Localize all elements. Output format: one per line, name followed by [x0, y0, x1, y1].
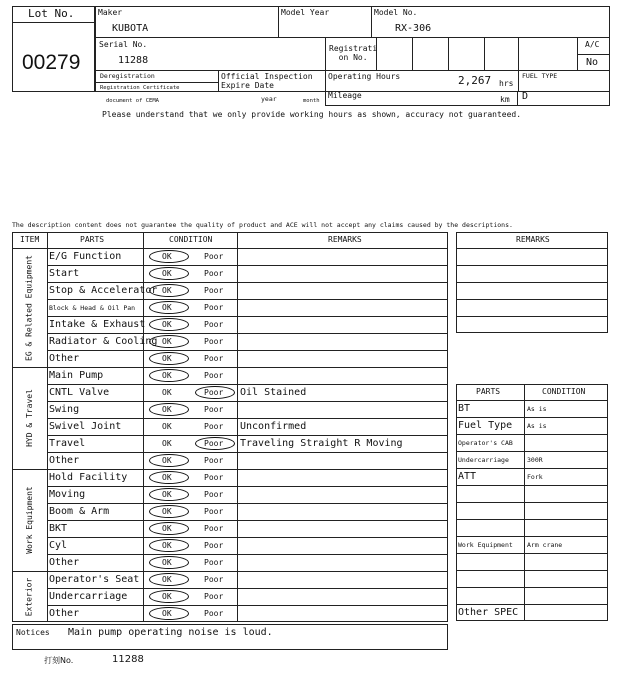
right-part-name: BT	[458, 403, 471, 414]
poor-option: Poor	[204, 490, 224, 499]
ok-option: OK	[162, 439, 172, 448]
divider	[47, 265, 448, 266]
divider	[456, 316, 608, 317]
poor-option: Poor	[204, 371, 224, 380]
poor-option: Poor	[204, 320, 224, 329]
part-name: Start	[49, 268, 80, 279]
right-part-name: Other SPEC	[458, 607, 519, 618]
lot-number: 00279	[22, 51, 81, 74]
right-condition-value: 300R	[527, 456, 543, 464]
ok-circle-mark	[149, 573, 189, 586]
ok-option: OK	[162, 609, 172, 618]
divider	[412, 37, 413, 70]
model-no-value: RX-306	[395, 23, 432, 34]
divider	[456, 570, 608, 571]
poor-option: Poor	[204, 337, 224, 346]
ok-option: OK	[162, 354, 172, 363]
part-name: Other	[49, 455, 80, 466]
right-parts-header: PARTS	[476, 387, 501, 396]
divider	[456, 434, 608, 435]
ok-option: OK	[162, 507, 172, 516]
divider	[456, 299, 608, 300]
ok-circle-mark	[149, 590, 189, 603]
ok-circle-mark	[149, 522, 189, 535]
mileage-row	[325, 92, 518, 106]
ok-option: OK	[162, 490, 172, 499]
divider	[448, 37, 449, 70]
divider	[47, 418, 448, 419]
right-condition-header: CONDITION	[542, 387, 586, 396]
poor-circle-mark	[195, 437, 235, 450]
header-remarks: REMARKS	[328, 235, 362, 244]
ok-circle-mark	[149, 539, 189, 552]
divider	[12, 22, 95, 23]
serial-label: Serial No.	[99, 40, 148, 49]
ok-option: OK	[162, 303, 172, 312]
poor-option: Poor	[204, 252, 224, 261]
divider	[47, 350, 448, 351]
top-notice: The description content does not guarantee the quality of product and ACE will not accept any claims caused by the descriptions.	[12, 221, 513, 229]
right-part-name: ATT	[458, 471, 477, 482]
poor-option: Poor	[204, 422, 224, 431]
divider	[456, 400, 608, 401]
ok-circle-mark	[149, 335, 189, 348]
ok-option: OK	[162, 405, 172, 414]
right-condition-value: As is	[527, 422, 547, 430]
stamp-label: 打刻No.	[44, 656, 74, 665]
disclaimer: Please understand that we only provide working hours as shown, accuracy not guaranteed.	[102, 110, 522, 119]
remark-text: Traveling Straight R Moving	[240, 438, 403, 449]
right-condition-value: Arm crane	[527, 541, 563, 549]
ok-option: OK	[162, 592, 172, 601]
group-label: HYD & Travel	[24, 389, 34, 447]
divider	[95, 70, 325, 71]
registration-label: Registrati on No.	[329, 44, 378, 62]
part-name: Other	[49, 353, 80, 364]
divider	[12, 248, 448, 249]
dereg-doc: document of CEMA	[106, 98, 159, 104]
divider	[325, 37, 326, 92]
ok-option: OK	[162, 337, 172, 346]
ok-option: OK	[162, 575, 172, 584]
divider	[577, 37, 578, 70]
divider	[47, 486, 448, 487]
fuel-row	[518, 92, 610, 106]
hours-value: 2,267	[458, 74, 492, 87]
part-name: Hold Facility	[49, 472, 128, 483]
remark-text: Unconfirmed	[240, 421, 307, 432]
right-part-name: Fuel Type	[458, 420, 513, 431]
hours-unit: hrs	[499, 79, 514, 88]
divider	[577, 54, 610, 55]
ok-option: OK	[162, 388, 172, 397]
part-name: Cyl	[49, 540, 68, 551]
divider	[325, 70, 610, 71]
part-name: Other	[49, 557, 80, 568]
poor-option: Poor	[204, 609, 224, 618]
ok-circle-mark	[149, 301, 189, 314]
header-parts: PARTS	[80, 235, 105, 244]
group-divider	[12, 571, 448, 572]
divider	[456, 248, 608, 249]
part-name: Stop & Accelerator	[49, 285, 158, 296]
dereg-label: Deregistration	[100, 72, 155, 80]
divider	[47, 554, 448, 555]
group-label: EG & Related Equipment	[24, 254, 34, 361]
header-item: ITEM	[20, 235, 40, 244]
right-part-name: Operator's CAB	[458, 439, 513, 447]
divider	[47, 401, 448, 402]
mileage-label: Mileage	[328, 91, 362, 100]
poor-option: Poor	[204, 456, 224, 465]
poor-option: Poor	[204, 405, 224, 414]
right-part-name: Undercarriage	[458, 456, 509, 464]
month-label: month	[303, 98, 320, 104]
part-name: Main Pump	[49, 370, 104, 381]
model-year-label: Model Year	[281, 8, 330, 17]
divider	[456, 485, 608, 486]
divider	[456, 282, 608, 283]
divider	[47, 232, 48, 622]
part-name: Radiator & Cooling	[49, 336, 158, 347]
ok-circle-mark	[149, 284, 189, 297]
part-name: Other	[49, 608, 80, 619]
divider	[371, 6, 372, 37]
ok-circle-mark	[149, 556, 189, 569]
ok-option: OK	[162, 252, 172, 261]
part-name: Swivel Joint	[49, 421, 122, 432]
poor-option: Poor	[204, 507, 224, 516]
ok-circle-mark	[149, 318, 189, 331]
lot-label: Lot No.	[28, 7, 75, 20]
divider	[484, 37, 485, 70]
divider	[47, 452, 448, 453]
mileage-unit: km	[500, 95, 510, 104]
divider	[456, 451, 608, 452]
ok-option: OK	[162, 320, 172, 329]
divider	[47, 299, 448, 300]
ok-circle-mark	[149, 369, 189, 382]
hours-label: Operating Hours	[328, 72, 401, 81]
ok-circle-mark	[149, 488, 189, 501]
part-name: Swing	[49, 404, 80, 415]
poor-circle-mark	[195, 386, 235, 399]
ok-circle-mark	[149, 250, 189, 263]
divider	[47, 333, 448, 334]
ac-value: No	[586, 57, 599, 68]
part-name: Undercarriage	[49, 591, 128, 602]
ac-label: A/C	[585, 40, 600, 49]
right-remarks-header: REMARKS	[516, 235, 550, 244]
ok-circle-mark	[149, 471, 189, 484]
divider	[47, 384, 448, 385]
inspection-label: Official Inspection Expire Date	[221, 72, 313, 90]
poor-option: Poor	[204, 524, 224, 533]
maker-label: Maker	[98, 8, 123, 17]
poor-option: Poor	[204, 303, 224, 312]
divider	[456, 553, 608, 554]
part-name: Block & Head & Oil Pan	[49, 304, 136, 312]
poor-option: Poor	[204, 286, 224, 295]
ok-option: OK	[162, 473, 172, 482]
ok-circle-mark	[149, 403, 189, 416]
divider	[456, 587, 608, 588]
part-name: Travel	[49, 438, 86, 449]
divider	[95, 82, 218, 83]
year-label: year	[261, 95, 277, 103]
divider	[47, 503, 448, 504]
fuel-type-value: D	[522, 91, 529, 102]
divider	[456, 265, 608, 266]
divider	[518, 37, 519, 92]
divider	[95, 37, 610, 38]
divider	[47, 282, 448, 283]
ok-option: OK	[162, 371, 172, 380]
poor-option: Poor	[204, 354, 224, 363]
poor-option: Poor	[204, 541, 224, 550]
group-label: Exterior	[24, 577, 34, 616]
divider	[456, 604, 608, 605]
ok-option: OK	[162, 286, 172, 295]
model-no-label: Model No.	[374, 8, 418, 17]
part-name: CNTL Valve	[49, 387, 110, 398]
part-name: Boom & Arm	[49, 506, 110, 517]
part-name: E/G Function	[49, 251, 122, 262]
dereg-cert: Registration Certificate	[100, 85, 180, 91]
divider	[278, 6, 279, 37]
ok-circle-mark	[149, 454, 189, 467]
group-divider	[12, 367, 448, 368]
divider	[456, 519, 608, 520]
serial-value: 11288	[118, 55, 149, 66]
ok-option: OK	[162, 456, 172, 465]
divider	[218, 70, 219, 92]
poor-option: Poor	[204, 575, 224, 584]
poor-option: Poor	[204, 439, 224, 448]
divider	[47, 520, 448, 521]
divider	[47, 435, 448, 436]
ok-circle-mark	[149, 505, 189, 518]
ok-option: OK	[162, 558, 172, 567]
fuel-type-label: FUEL TYPE	[522, 72, 558, 80]
remark-text: Oil Stained	[240, 387, 307, 398]
poor-option: Poor	[204, 269, 224, 278]
part-name: Intake & Exhaust	[49, 319, 146, 330]
right-condition-value: Fork	[527, 473, 543, 481]
part-name: Operator's Seat	[49, 574, 140, 585]
notices-text: Main pump operating noise is loud.	[68, 627, 273, 638]
stamp-value: 11288	[112, 654, 144, 665]
group-divider	[12, 469, 448, 470]
divider	[456, 417, 608, 418]
poor-option: Poor	[204, 558, 224, 567]
right-condition-value: As is	[527, 405, 547, 413]
divider	[237, 232, 238, 622]
ok-circle-mark	[149, 267, 189, 280]
poor-option: Poor	[204, 473, 224, 482]
divider	[47, 605, 448, 606]
part-name: Moving	[49, 489, 86, 500]
divider	[456, 536, 608, 537]
ok-circle-mark	[149, 352, 189, 365]
poor-option: Poor	[204, 388, 224, 397]
group-label: Work Equipment	[24, 486, 34, 554]
divider	[456, 468, 608, 469]
ok-option: OK	[162, 269, 172, 278]
ok-option: OK	[162, 524, 172, 533]
part-name: BKT	[49, 523, 68, 534]
divider	[47, 316, 448, 317]
right-part-name: Work Equipment	[458, 541, 513, 549]
ok-option: OK	[162, 541, 172, 550]
notices-label: Notices	[16, 628, 50, 637]
ok-circle-mark	[149, 607, 189, 620]
divider	[456, 502, 608, 503]
header-condition: CONDITION	[169, 235, 213, 244]
maker-value: KUBOTA	[112, 23, 149, 34]
ok-option: OK	[162, 422, 172, 431]
divider	[47, 588, 448, 589]
divider	[47, 537, 448, 538]
poor-option: Poor	[204, 592, 224, 601]
